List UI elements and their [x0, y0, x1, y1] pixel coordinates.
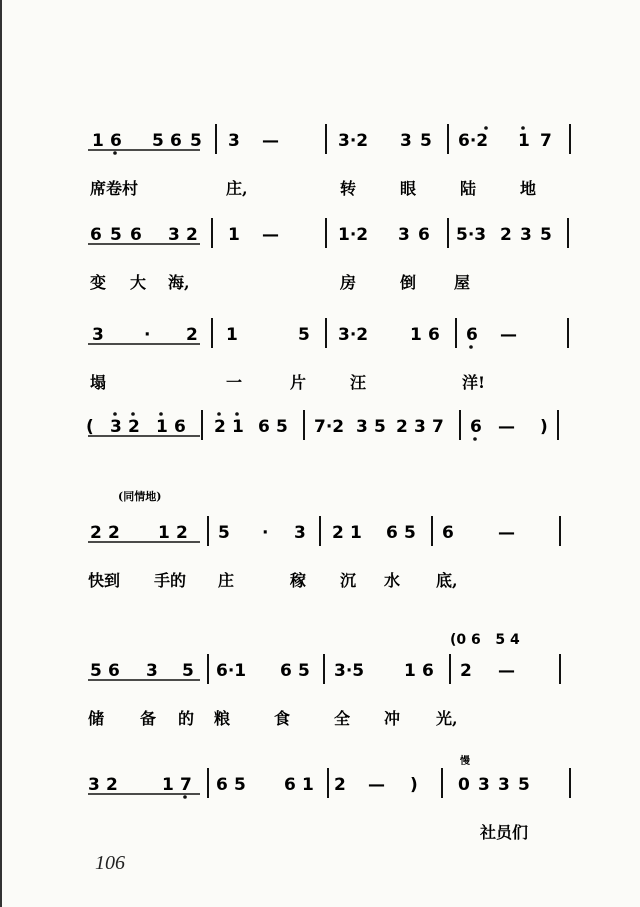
note: 5	[190, 131, 202, 151]
note: 6	[90, 225, 102, 245]
note: 3	[88, 775, 100, 795]
lyric-text: 大	[130, 273, 147, 292]
lyric-text: 冲	[384, 709, 401, 728]
note: 3·2	[338, 325, 369, 345]
note: 3	[146, 661, 158, 681]
note: 5	[276, 417, 288, 437]
octave-dot	[521, 126, 525, 130]
note: 2	[396, 417, 408, 437]
intro-notes: (0 6 5 4	[450, 632, 520, 648]
note: 6	[466, 325, 478, 345]
note: 5	[182, 661, 194, 681]
note: 6	[110, 131, 122, 151]
note: —	[498, 417, 515, 437]
note: 3	[498, 775, 510, 795]
note: 5	[374, 417, 386, 437]
note: 3	[356, 417, 368, 437]
note: 1	[226, 325, 238, 345]
score-row	[88, 124, 570, 198]
note: 1	[302, 775, 314, 795]
lyric-text: 水	[384, 571, 401, 590]
note: 6	[170, 131, 182, 151]
note: 6	[258, 417, 270, 437]
note: 1·2	[338, 225, 369, 245]
note: 6	[428, 325, 440, 345]
note: —	[498, 523, 515, 543]
note: 2	[108, 523, 120, 543]
tempo-label: 慢	[460, 756, 470, 767]
note: 6	[216, 775, 228, 795]
lyric-text: 光,	[436, 709, 458, 728]
note: 2	[332, 523, 344, 543]
lyric-text: 塌	[90, 373, 107, 392]
note: —	[498, 661, 515, 681]
octave-dot	[183, 795, 187, 799]
note: 1	[158, 523, 170, 543]
note: 7	[432, 417, 444, 437]
note: 1	[232, 417, 244, 437]
lyric-text: 底,	[436, 571, 458, 590]
note: 3	[228, 131, 240, 151]
note: 6	[284, 775, 296, 795]
note: 5·3	[456, 225, 487, 245]
lyric-text: 一	[226, 373, 243, 392]
lyric-text: 眼	[400, 179, 417, 198]
note: 3	[92, 325, 104, 345]
lyric-text: 陆	[460, 179, 477, 198]
note: 6	[108, 661, 120, 681]
note: 3	[478, 775, 490, 795]
lyric-text: 变	[90, 273, 107, 292]
note: 2	[186, 325, 198, 345]
note: 3	[520, 225, 532, 245]
octave-dot	[473, 437, 477, 441]
note: )	[410, 775, 418, 795]
lyric-text: 海,	[168, 273, 190, 292]
note: 6	[280, 661, 292, 681]
note: 2	[106, 775, 118, 795]
note: 3	[110, 417, 122, 437]
note: 6	[422, 661, 434, 681]
note: 6	[130, 225, 142, 245]
lyric-text: 倒	[400, 273, 417, 292]
note: 7·2	[314, 417, 345, 437]
note: 3·2	[338, 131, 369, 151]
note: 6·1	[216, 661, 247, 681]
note: 6	[174, 417, 186, 437]
octave-dot	[469, 345, 473, 349]
note: 5	[90, 661, 102, 681]
lyric-text: 洋!	[462, 373, 486, 392]
note: 6	[442, 523, 454, 543]
score-row	[88, 318, 568, 392]
note: 1	[162, 775, 174, 795]
lyric-text: 全	[334, 709, 351, 728]
note: 2	[460, 661, 472, 681]
note: —	[262, 225, 279, 245]
octave-dot	[113, 412, 117, 416]
lyric-text: 片	[290, 373, 307, 392]
lyric-text: 稼	[290, 571, 307, 590]
note: 5	[518, 775, 530, 795]
note: 5	[404, 523, 416, 543]
note: 5	[234, 775, 246, 795]
note: 2	[214, 417, 226, 437]
note: 6	[418, 225, 430, 245]
lyric-text: 沉	[340, 571, 357, 590]
note: 3	[294, 523, 306, 543]
note: 7	[540, 131, 552, 151]
lyric-text: 食	[274, 709, 291, 728]
octave-dot	[235, 412, 239, 416]
note: 2	[176, 523, 188, 543]
note: (	[86, 417, 94, 437]
octave-dot	[484, 126, 488, 130]
note: 1	[350, 523, 362, 543]
lyric-text: 的	[178, 709, 195, 728]
note: ·	[144, 325, 151, 345]
lyric-text: 快到	[88, 571, 121, 590]
lyric-text: 庄,	[226, 179, 248, 198]
lyric-text: 汪	[350, 373, 367, 392]
note: 5	[110, 225, 122, 245]
note: 0	[458, 775, 470, 795]
note: )	[540, 417, 548, 437]
note: 1	[228, 225, 240, 245]
note: 3	[400, 131, 412, 151]
note: 5	[540, 225, 552, 245]
note: 1	[404, 661, 416, 681]
note: —	[262, 131, 279, 151]
note: ·	[262, 523, 269, 543]
note: 1	[156, 417, 168, 437]
score-row	[86, 410, 558, 441]
note: 5	[152, 131, 164, 151]
score-row	[88, 768, 570, 842]
octave-dot	[159, 412, 163, 416]
note: —	[500, 325, 517, 345]
score-row	[88, 516, 560, 590]
note: 6	[470, 417, 482, 437]
lyric-text: 备	[140, 709, 157, 728]
note: 5	[420, 131, 432, 151]
note: 3·5	[334, 661, 365, 681]
note: 2	[500, 225, 512, 245]
note: 5	[298, 325, 310, 345]
mood-label: (同情地)	[118, 490, 162, 503]
lyric-text: 地	[520, 179, 537, 198]
lyric-text: 社员们	[480, 823, 529, 842]
note: 2	[128, 417, 140, 437]
lyric-text: 转	[340, 179, 357, 198]
note: 7	[180, 775, 192, 795]
note: 5	[298, 661, 310, 681]
note: 1	[410, 325, 422, 345]
lyric-text: 粮	[214, 709, 231, 728]
note: 2	[186, 225, 198, 245]
lyric-text: 储	[88, 709, 105, 728]
page-number: 106	[95, 852, 125, 874]
octave-dot	[217, 412, 221, 416]
note: 6·2	[458, 131, 489, 151]
note: —	[368, 775, 385, 795]
note: 6	[386, 523, 398, 543]
lyric-text: 屋	[454, 273, 471, 292]
note: 3	[168, 225, 180, 245]
note: 2	[90, 523, 102, 543]
note: 1	[518, 131, 530, 151]
note: 2	[334, 775, 346, 795]
note: 3	[398, 225, 410, 245]
note: 3	[414, 417, 426, 437]
lyric-text: 庄	[218, 571, 235, 590]
octave-dot	[113, 151, 117, 155]
octave-dot	[131, 412, 135, 416]
score-row	[88, 654, 560, 728]
lyric-text: 房	[340, 273, 357, 292]
lyric-text: 席卷村	[90, 179, 139, 198]
lyric-text: 手的	[154, 571, 187, 590]
score-row	[88, 218, 568, 292]
note: 1	[92, 131, 104, 151]
note: 5	[218, 523, 230, 543]
